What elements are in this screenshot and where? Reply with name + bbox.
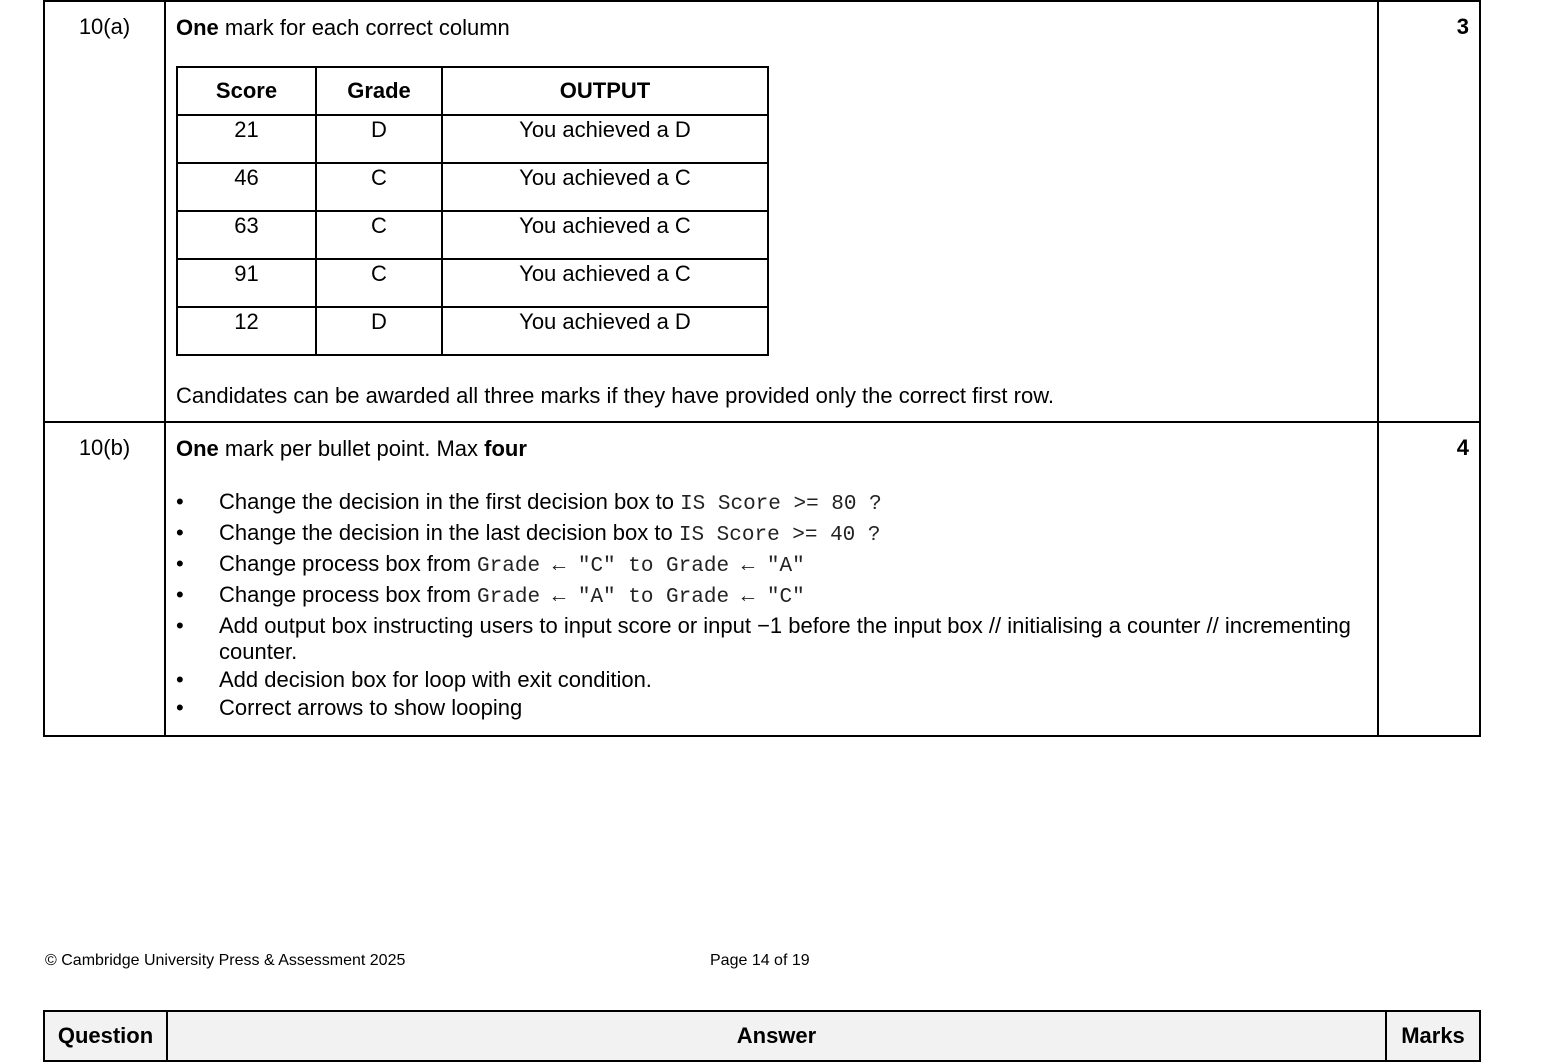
answer-cell: [165, 422, 1378, 736]
table-row: [177, 307, 768, 355]
trace-table-header: [177, 67, 768, 115]
cell-output: You achieved a D: [442, 307, 768, 355]
marks-value: 4: [1378, 422, 1480, 736]
intro-bold-max: four: [484, 436, 527, 461]
list-item: [176, 667, 1367, 693]
cell-score: 46: [177, 163, 316, 211]
intro-text: mark for each correct column: [218, 15, 510, 40]
cell-score: 63: [177, 211, 316, 259]
cell-score: 91: [177, 259, 316, 307]
list-item: [176, 520, 1367, 549]
page-number: Page 14 of 19: [710, 952, 810, 969]
bullet-text: Change the decision in the last decision box to: [219, 519, 679, 545]
cell-output: You achieved a C: [442, 211, 768, 259]
bullet-text: Correct arrows to show looping: [219, 694, 523, 720]
cell-grade: D: [316, 307, 442, 355]
copyright-footer: © Cambridge University Press & Assessment 2025: [45, 952, 406, 969]
bullet-text: Change the decision in the first decision box to: [219, 488, 681, 514]
bullet-list: [176, 489, 1367, 721]
question-number: 10(a): [44, 1, 165, 422]
intro-bold: One: [176, 436, 219, 461]
cell-output: You achieved a C: [442, 163, 768, 211]
answer-cell: [165, 1, 1378, 422]
intro-text: mark per bullet point. Max: [218, 436, 485, 461]
bullet-text: Change process box from: [219, 550, 478, 576]
list-item: [176, 582, 1367, 611]
cell-grade: C: [316, 211, 442, 259]
trace-table: [176, 66, 769, 356]
question-row-10a: [44, 1, 1480, 422]
cell-output: You achieved a C: [442, 259, 768, 307]
header-question: Question: [44, 1011, 167, 1061]
marks-value: 3: [1378, 1, 1480, 422]
list-item: [176, 695, 1367, 721]
bullet-text: Change process box from: [219, 581, 478, 607]
bullet-code: IS Score >= 40 ?: [678, 523, 881, 547]
header-marks: Marks: [1386, 1011, 1480, 1061]
table-row: [177, 259, 768, 307]
cell-grade: C: [316, 163, 442, 211]
mark-scheme-table: [43, 0, 1481, 737]
bullet-text: Add decision box for loop with exit condition.: [219, 666, 652, 692]
intro-bold: One: [176, 15, 219, 40]
question-number: 10(b): [44, 422, 165, 736]
table-row: [177, 163, 768, 211]
answer-note: Candidates can be awarded all three marks if they have provided only the correct first row.: [176, 382, 1055, 408]
header-output: OUTPUT: [442, 67, 768, 115]
cell-grade: C: [316, 259, 442, 307]
cell-score: 21: [177, 115, 316, 163]
next-page-header: [43, 1010, 1481, 1062]
cell-output: You achieved a D: [442, 115, 768, 163]
list-item: [176, 551, 1367, 580]
header-score: Score: [177, 67, 316, 115]
bullet-code: Grade ← "C" to Grade ← "A": [477, 554, 805, 578]
header-grade: Grade: [316, 67, 442, 115]
question-row-10b: [44, 422, 1480, 736]
table-row: [177, 211, 768, 259]
list-item: [176, 613, 1367, 665]
answer-intro: [176, 14, 1367, 42]
table-row: [177, 115, 768, 163]
cell-score: 12: [177, 307, 316, 355]
answer-intro: [176, 435, 1367, 463]
bullet-code: IS Score >= 80 ?: [680, 492, 882, 516]
bullet-text: Add output box instructing users to input score or input −1 before the input box // initialising a counter // incrementing counter.: [219, 612, 1351, 664]
bullet-code: Grade ← "A" to Grade ← "C": [477, 585, 805, 609]
cell-grade: D: [316, 115, 442, 163]
list-item: [176, 489, 1367, 518]
header-answer: Answer: [167, 1011, 1386, 1061]
